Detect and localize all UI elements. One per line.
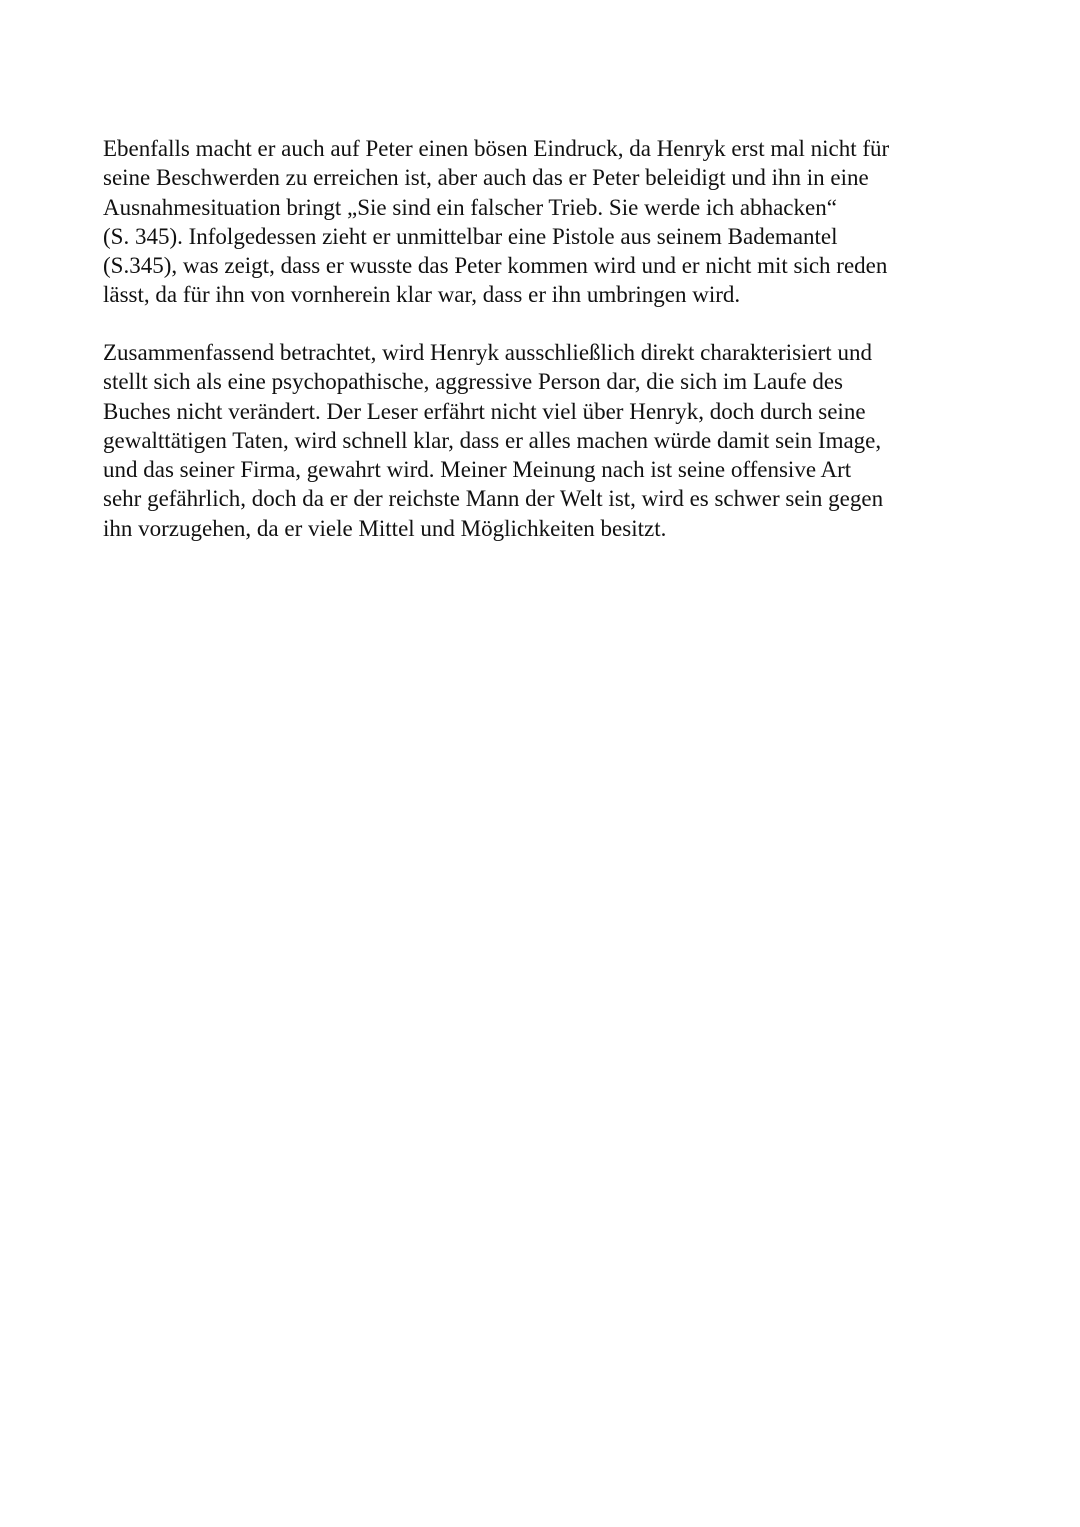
text-line: Zusammenfassend betrachtet, wird Henryk ausschließlich direkt charakterisiert und: [103, 340, 872, 365]
text-line: ihn vorzugehen, da er viele Mittel und Möglichkeiten besitzt.: [103, 515, 667, 541]
text-line: stellt sich als eine psychopathische, aggressive Person dar, die sich im Laufe des: [103, 369, 843, 395]
paragraph-summary: [103, 338, 983, 543]
text-line: Ausnahmesituation bringt „Sie sind ein falscher Trieb. Sie werde ich abhacken“: [103, 194, 837, 220]
text-line: und das seiner Firma, gewahrt wird. Meiner Meinung nach ist seine offensive Art: [103, 457, 852, 483]
text-line: (S. 345). Infolgedessen zieht er unmittelbar eine Pistole aus seinem Bademantel: [103, 223, 838, 249]
text-line: Ebenfalls macht er auch auf Peter einen bösen Eindruck, da Henryk erst mal nicht für: [103, 136, 890, 161]
text-line: gewalttätigen Taten, wird schnell klar, dass er alles machen würde damit sein Image,: [103, 427, 882, 453]
text-line: seine Beschwerden zu erreichen ist, aber auch das er Peter beleidigt und ihn in eine: [103, 165, 869, 191]
text-line: (S.345), was zeigt, dass er wusste das Peter kommen wird und er nicht mit sich reden: [103, 253, 888, 279]
text-line: lässt, da für ihn von vornherein klar war, dass er ihn umbringen wird.: [103, 282, 741, 308]
text-line: sehr gefährlich, doch da er der reichste Mann der Welt ist, wird es schwer sein gegen: [103, 486, 884, 512]
paragraph-henryk-peter: [103, 134, 983, 310]
text-line: Buches nicht verändert. Der Leser erfährt nicht viel über Henryk, doch durch seine: [103, 398, 866, 424]
